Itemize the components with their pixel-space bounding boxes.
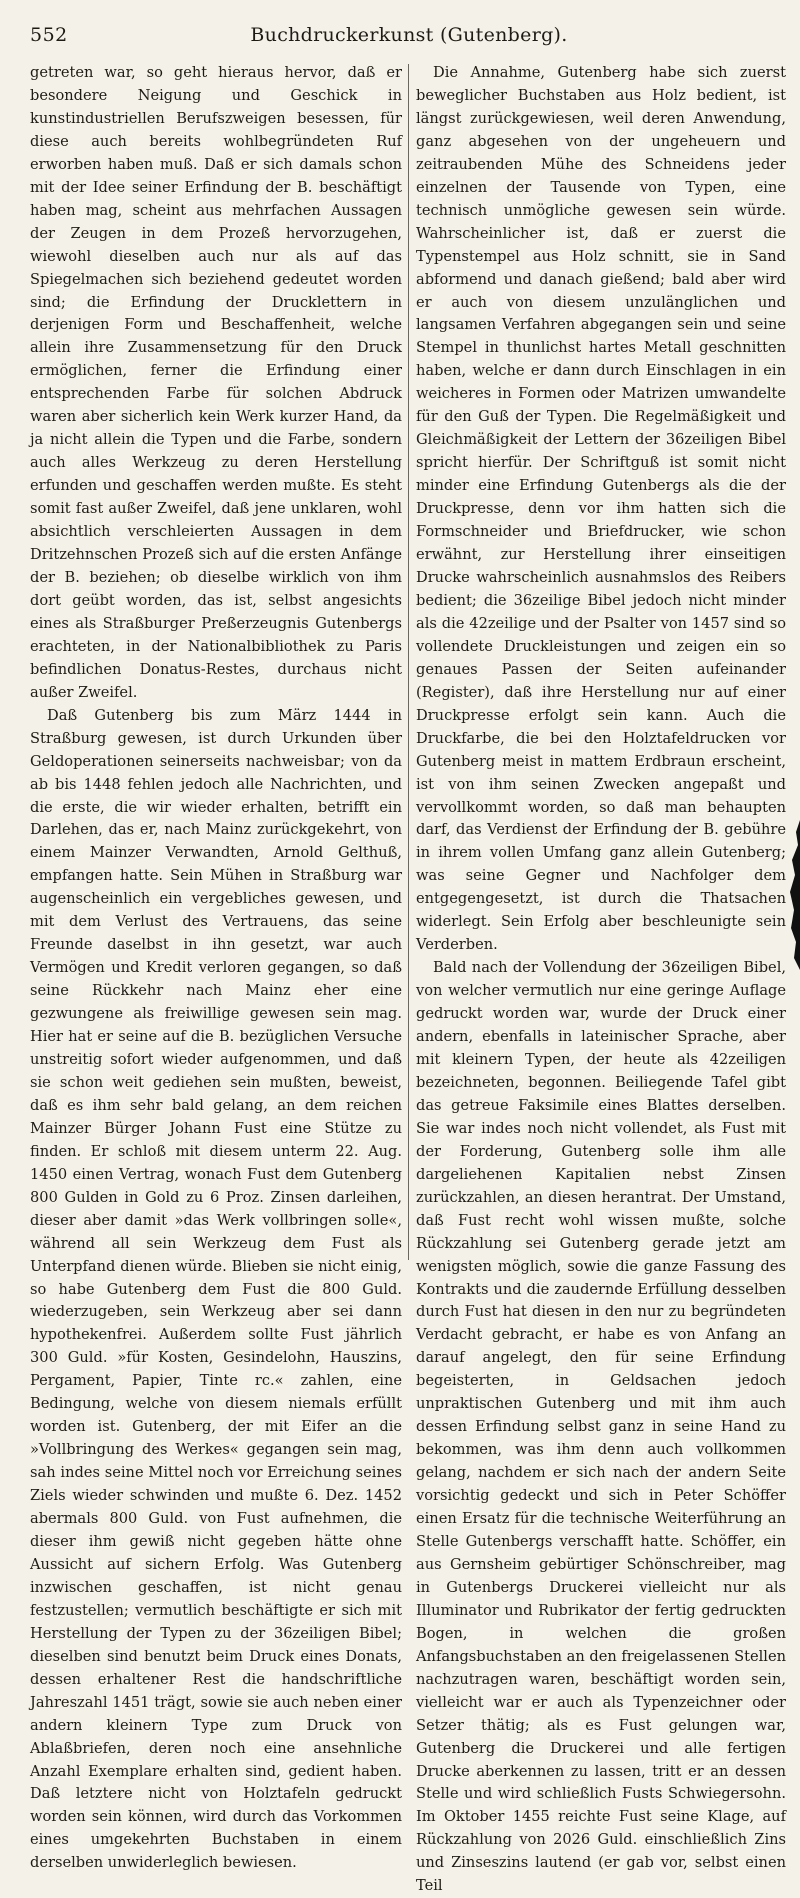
paragraph: getreten war, so geht hieraus hervor, daß er besondere Neigung und Geschick in kunstindustriellen Berufszweigen besessen, für diese auch bereits wohlbegründeten Ruf erworben haben muß. Daß er sich damals schon mit der Idee seiner Erfindung der B. beschäftigt haben mag, scheint aus mehrfachen Aussagen der Zeugen in dem Prozeß hervorzugehen, wiewohl dieselben auch nur als auf das Spiegelmachen sich beziehend gedeutet worden sind; die Erfindung der Drucklettern in derjenigen Form und Beschaffenheit, welche allein ihre Zusammensetzung für den Druck ermöglichen, ferner die Erfindung einer entsprechenden Farbe für solchen Abdruck waren aber sicherlich kein Werk kurzer Hand, da ja nicht allein die Typen und die Farbe, sondern auch alles Werkzeug zu deren Herstellung erfunden und geschaffen werden mußte. Es steht somit fast außer Zweifel, daß jene unklaren, wohl absichtlich verschleierten Aussagen in dem Dritzehnschen Prozeß sich auf die ersten Anfänge der B. beziehen; ob dieselbe wirklich von ihm dort geübt worden, das ist, selbst angesichts eines als Straßburger Preßerzeugnis Gutenbergs erachteten, in der Nationalbibliothek zu Paris befindlichen Donatus-Restes, durchaus nicht außer Zweifel. <box>30 64 402 701</box>
page-header <box>30 22 788 52</box>
right-column <box>416 62 786 1895</box>
left-column <box>30 62 402 1872</box>
page-number: 552 <box>30 24 68 46</box>
paragraph: Die Annahme, Gutenberg habe sich zuerst beweglicher Buchstaben aus Holz bedient, ist längst zurückgewiesen, weil deren Anwendung, ganz abgesehen von der ungeheuern und zeitraubenden Mühe des Schneidens jeder einzelnen der Tausende von Typen, eine technisch unmögliche gewesen sein würde. Wahrscheinlicher ist, daß er zuerst die Typenstempel aus Holz schnitt, sie in Sand abformend und danach gießend; bald aber wird er auch von diesem unzulänglichen und langsamen Verfahren abgegangen sein und seine Stempel in thunlichst hartes Metall geschnitten haben, welche er dann durch Einschlagen in ein weicheres in Formen oder Matrizen umwandelte für den Guß der Typen. Die Regelmäßigkeit und Gleichmäßigkeit der Lettern der 36zeiligen Bibel spricht hierfür. Der Schriftguß ist somit nicht minder eine Erfindung Gutenbergs als die der Druckpresse, denn vor ihm hatten sich die Formschneider und Briefdrucker, wie schon erwähnt, zur Herstellung ihrer einseitigen Drucke wahrscheinlich ausnahmslos des Reibers bedient; die 36zeilige Bibel jedoch nicht minder als die 42zeilige und der Psalter von 1457 sind so vollendete Druckleistungen und zeigen ein so genaues Passen der Seiten aufeinander (Register), daß ihre Herstellung nur auf einer Druckpresse erfolgt sein kann. Auch die Druckfarbe, die bei den Holztafeldrucken vor Gutenberg meist in mattem Erdbraun erscheint, ist von ihm seinen Zwecken angepaßt und vervollkommt worden, so daß man behaupten darf, das Verdienst der Erfindung der B. gebühre in ihrem vollen Umfang ganz allein Gutenberg; was seine Gegner und Nachfolger dem entgegengesetzt, ist durch die Thatsachen widerlegt. Sein Erfolg aber beschleunigte sein Verderben. <box>416 64 786 954</box>
paragraph: Bald nach der Vollendung der 36zeiligen Bibel, von welcher vermutlich nur eine geringe Auflage gedruckt worden war, wurde der Druck einer andern, ebenfalls in lateinischer Sprache, aber mit kleinern Typen, der heute als 42zeiligen bezeichneten, begonnen. Beiliegende Tafel gibt das getreue Faksimile eines Blattes derselben. Sie war indes noch nicht vollendet, als Fust mit der Forderung, Gutenberg solle ihm alle dargeliehenen Kapitalien nebst Zinsen zurückzahlen, an diesen herantrat. Der Umstand, daß Fust recht wohl wissen mußte, solche Rückzahlung sei Gutenberg gerade jetzt am wenigsten möglich, sowie die ganze Fassung des Kontrakts und die zaudernde Erfüllung desselben durch Fust hat diesen in den nur zu begründeten Verdacht gebracht, er habe es von Anfang an darauf angelegt, den für seine Erfindung begeisterten, in Geldsachen jedoch unpraktischen Gutenberg und mit ihm auch dessen Erfindung selbst ganz in seine Hand zu bekommen, was ihm denn auch vollkommen gelang, nachdem er sich nach der andern Seite vorsichtig gedeckt und sich in Peter Schöffer einen Ersatz für die technische Weiterführung an Stelle Gutenbergs verschafft hatte. Schöffer, ein aus Gernsheim gebürtiger Schönschreiber, mag in Gutenbergs Druckerei vielleicht nur als Illuminator und Rubrikator der fertig gedruckten Bogen, in welchen die großen Anfangsbuchstaben an den freigelassenen Stellen nachzutragen waren, beschäftigt worden sein, vielleicht war er auch als Typenzeichner oder Setzer thätig; als es Fust gelungen war, Gutenberg die Druckerei und alle fertigen Drucke aberkennen zu lassen, tritt er an dessen Stelle und wird schließlich Fusts Schwiegersohn. Im Oktober 1455 reichte Fust seine Klage, auf Rückzahlung von 2026 Guld. einschließlich Zins und Zinseszins lautend (er gab vor, selbst einen Teil <box>416 959 786 1895</box>
running-head: Buchdruckerkunst (Gutenberg). <box>250 24 568 46</box>
column-divider <box>408 64 409 1260</box>
paragraph: Daß Gutenberg bis zum März 1444 in Straßburg gewesen, ist durch Urkunden über Geldoperationen seinerseits nachweisbar; von da ab bis 1448 fehlen jedoch alle Nachrichten, und die erste, die wir wieder erhalten, betrifft ein Darlehen, das er, nach Mainz zurückgekehrt, von einem Mainzer Verwandten, Arnold Gelthuß, empfangen hatte. Sein Mühen in Straßburg war augenscheinlich ein vergebliches gewesen, und mit dem Verlust des Vertrauens, das seine Freunde daselbst in ihn gesetzt, war auch Vermögen und Kredit verloren gegangen, so daß seine Rückkehr nach Mainz eher eine gezwungene als freiwillige gewesen sein mag. Hier hat er seine auf die B. bezüglichen Versuche unstreitig sofort wieder aufgenommen, und daß sie schon weit gediehen sein mußten, beweist, daß es ihm sehr bald gelang, an dem reichen Mainzer Bürger Johann Fust eine Stütze zu finden. Er schloß mit diesem unterm 22. Aug. 1450 einen Vertrag, wonach Fust dem Gutenberg 800 Gulden in Gold zu 6 Proz. Zinsen darleihen, dieser aber damit »das Werk vollbringen solle«, während all sein Werkzeug dem Fust als Unterpfand dienen würde. Blieben sie nicht einig, so habe Gutenberg dem Fust die 800 Guld. wiederzugeben, sein Werkzeug aber sei dann hypothekenfrei. Außerdem sollte Fust jährlich 300 Guld. »für Kosten, Gesindelohn, Hauszins, Pergament, Papier, Tinte rc.« zahlen, eine Bedingung, welche von diesem niemals erfüllt worden ist. Gutenberg, der mit Eifer an die »Vollbringung des Werkes« gegangen sein mag, sah indes seine Mittel noch vor Erreichung seines Ziels wieder schwinden und mußte 6. Dez. 1452 abermals 800 Guld. von Fust aufnehmen, die dieser ihm gewiß nicht gegeben hätte ohne Aussicht auf sichern Erfolg. Was Gutenberg inzwischen geschaffen, ist nicht genau festzustellen; vermutlich beschäftigte er sich mit Herstellung der Typen zu der 36zeiligen Bibel; dieselben sind benutzt beim Druck eines Donats, dessen erhaltener Rest die handschriftliche Jahreszahl 1451 trägt, sowie sie auch neben einer andern kleinern Type zum Druck von Ablaßbriefen, deren noch eine ansehnliche Anzahl Exemplare erhalten sind, gedient haben. Daß letztere nicht von Holztafeln gedruckt worden sein können, wird durch das Vorkommen eines umgekehrten Buchstaben in einem derselben unwiderleglich bewiesen. <box>30 706 402 1872</box>
torn-page-edge <box>786 820 800 970</box>
